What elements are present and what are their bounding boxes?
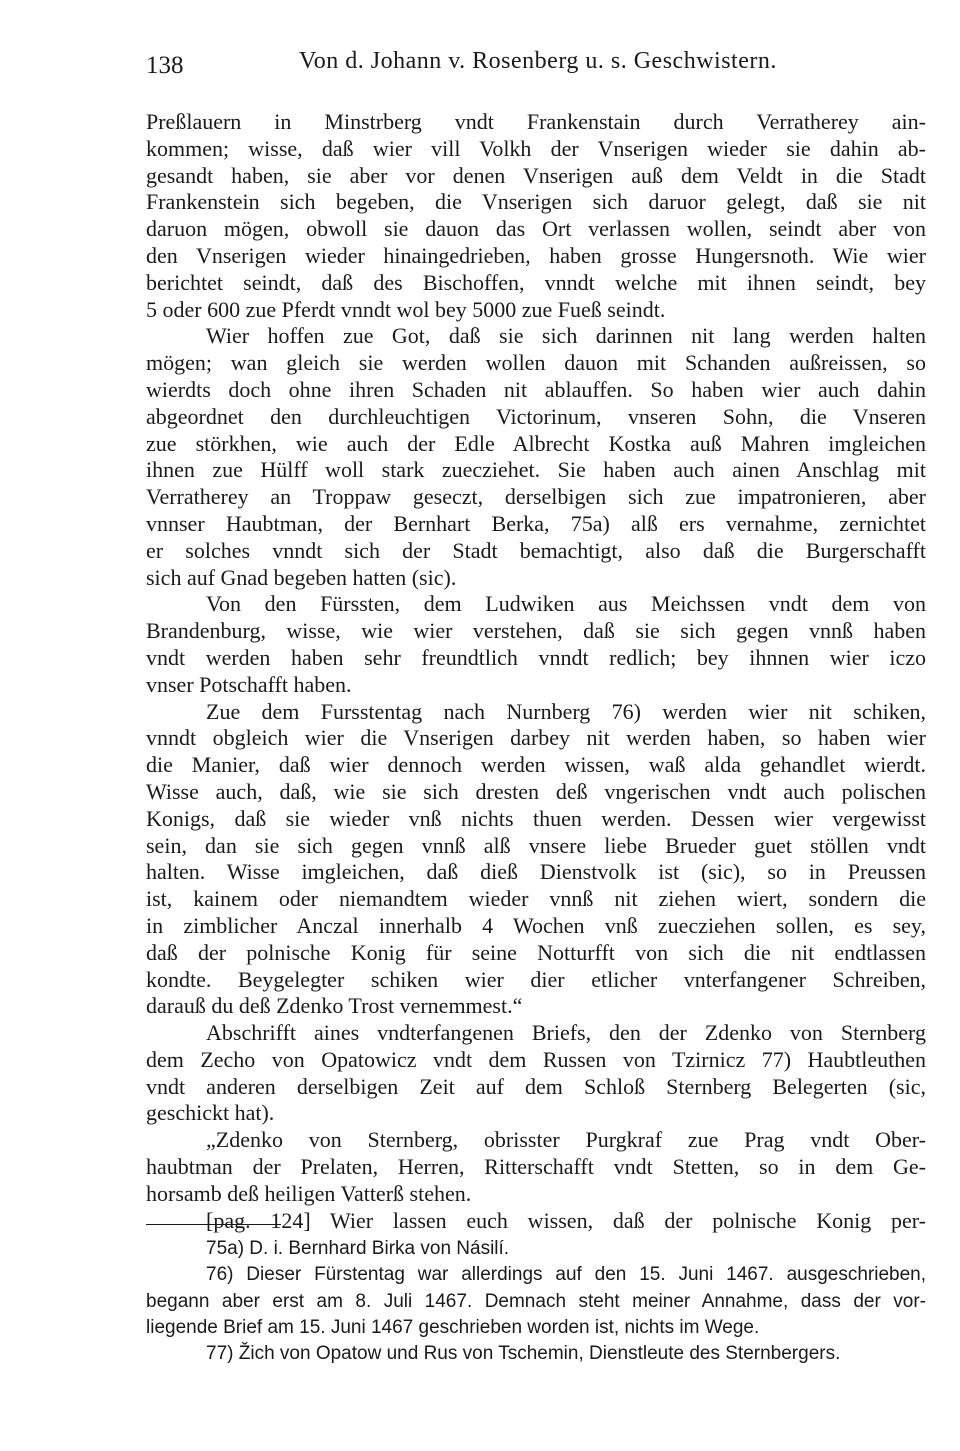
text-line: zue störkhen, wie auch der Edle Albrecht Kostka auß Mahren imgleichen xyxy=(146,430,926,456)
footnote-line: 77) Žich von Opatow und Rus von Tschemin, Dienstleute des Sternbergers. xyxy=(206,1343,841,1365)
text-line: daß der polnische Konig für seine Notturfft von sich die nit endtlassen xyxy=(146,939,926,965)
main-text xyxy=(146,109,926,1234)
text-line: Abschrifft aines vndterfangenen Briefs, den der Zdenko von Sternberg xyxy=(206,1020,926,1046)
text-line: Wisse auch, daß, wie sie sich dresten deß vngerischen vndt auch polischen xyxy=(146,778,926,804)
footnote-line: 76) Dieser Fürstentag war allerdings auf den 15. Juni 1467. ausgeschrieben, xyxy=(206,1264,926,1286)
text-line: Frankenstein sich begeben, die Vnserigen sich daruor gelegt, daß sie nit xyxy=(146,189,926,215)
text-line: kommen; wisse, daß wier vill Volkh der Vnserigen wieder sie dahin ab- xyxy=(146,135,926,161)
text-line: Brandenburg, wisse, wie wier verstehen, daß sie sich gegen vnnß haben xyxy=(146,618,926,644)
text-line: Preßlauern in Minstrberg vndt Frankenstain durch Verratherey ain- xyxy=(146,109,926,134)
text-line: Konigs, daß sie wieder vnß nichts thuen werden. Dessen wier vergewisst xyxy=(146,805,926,831)
text-line: [pag. 124] Wier lassen euch wissen, daß der polnische Konig per- xyxy=(206,1207,926,1233)
text-line: „Zdenko von Sternberg, obrisster Purgkraf zue Prag vndt Ober- xyxy=(206,1127,926,1153)
text-line: er solches vnndt sich der Stadt bemachtigt, also daß die Burgerschafft xyxy=(146,537,926,563)
text-line: vnnser Haubtman, der Bernhart Berka, 75a) alß ers vernahme, zernichtet xyxy=(146,510,926,536)
text-line: vndt werden haben sehr freundtlich vnndt redlich; bey ihnnen wier iczo xyxy=(146,644,926,670)
text-line: mögen; wan gleich sie werden wollen dauon mit Schanden außreissen, so xyxy=(146,350,926,376)
page-header xyxy=(146,44,926,84)
text-line: halten. Wisse imgleichen, daß dieß Dienstvolk ist (sic), so in Preussen xyxy=(146,859,926,885)
text-line: berichtet seindt, daß des Bischoffen, vnndt welche mit ihnen seindt, bey xyxy=(146,269,926,295)
text-line: ist, kainem oder niemandtem wieder vnnß nit ziehen wiert, sondern die xyxy=(146,886,926,912)
text-line: Verratherey an Troppaw geseczt, derselbigen sich zue impatronieren, aber xyxy=(146,484,926,510)
text-line: ihnen zue Hülff woll stark zuecziehet. Sie haben auch ainen Anschlag mit xyxy=(146,457,926,483)
text-line: Von den Fürssten, dem Ludwiken aus Meichssen vndt dem von xyxy=(206,591,926,617)
text-line: sich auf Gnad begeben hatten (sic). xyxy=(146,564,457,590)
footnote-divider xyxy=(146,1224,281,1225)
text-line: vnndt obgleich wier die Vnserigen darbey nit werden haben, so haben wier xyxy=(146,725,926,751)
text-line: geschickt hat). xyxy=(146,1100,275,1126)
text-line: Zue dem Fursstentag nach Nurnberg 76) werden wier nit schiken, xyxy=(206,698,926,724)
text-line: abgeordnet den durchleuchtigen Victorinum, vnseren Sohn, die Vnseren xyxy=(146,403,926,429)
text-line: den Vnserigen wieder hinaingedrieben, haben grosse Hungersnoth. Wie wier xyxy=(146,242,926,268)
page-number: 138 xyxy=(146,52,184,79)
footnote-line: liegende Brief am 15. Juni 1467 geschrieben worden ist, nichts im Wege. xyxy=(146,1316,760,1338)
text-line: gesandt haben, sie aber vor denen Vnserigen auß dem Veldt in die Stadt xyxy=(146,162,926,188)
footnotes xyxy=(146,1236,926,1367)
text-line: daruon mögen, obwoll sie dauon das Ort verlassen wollen, seindt aber von xyxy=(146,216,926,242)
text-line: dem Zecho von Opatowicz vndt dem Russen von Tzirnicz 77) Haubtleuthen xyxy=(146,1046,926,1072)
running-title: Von d. Johann v. Rosenberg u. s. Geschwistern. xyxy=(299,48,777,74)
text-line: darauß du deß Zdenko Trost vernemmest.“ xyxy=(146,993,523,1019)
text-line: Wier hoffen zue Got, daß sie sich darinnen nit lang werden halten xyxy=(206,323,926,349)
text-line: wierdts doch ohne ihren Schaden nit ablauffen. So haben wier auch dahin xyxy=(146,376,926,402)
footnote-line: 75a) D. i. Bernhard Birka von Násilí. xyxy=(206,1238,510,1259)
text-line: haubtman der Prelaten, Herren, Ritterschafft vndt Stetten, so in dem Ge- xyxy=(146,1154,926,1180)
text-line: horsamb deß heiligen Vatterß stehen. xyxy=(146,1180,472,1206)
text-line: kondte. Beygelegter schiken wier dier etlicher vnterfangener Schreiben, xyxy=(146,966,926,992)
text-line: in zimblicher Anczal innerhalb 4 Wochen vnß zuecziehen sollen, es sey, xyxy=(146,912,926,938)
text-line: sein, dan sie sich gegen vnnß alß vnsere liebe Brueder guet stöllen vndt xyxy=(146,832,926,858)
text-line: vnser Potschafft haben. xyxy=(146,671,352,697)
footnote-line: begann aber erst am 8. Juli 1467. Demnach steht meiner Annahme, dass der vor- xyxy=(146,1290,926,1312)
text-line: 5 oder 600 zue Pferdt vnndt wol bey 5000 zue Fueß seindt. xyxy=(146,296,666,322)
text-line: die Manier, daß wier dennoch werden wissen, waß alda gehandlet wierdt. xyxy=(146,752,926,778)
text-line: vndt anderen derselbigen Zeit auf dem Schloß Sternberg Belegerten (sic, xyxy=(146,1073,926,1099)
